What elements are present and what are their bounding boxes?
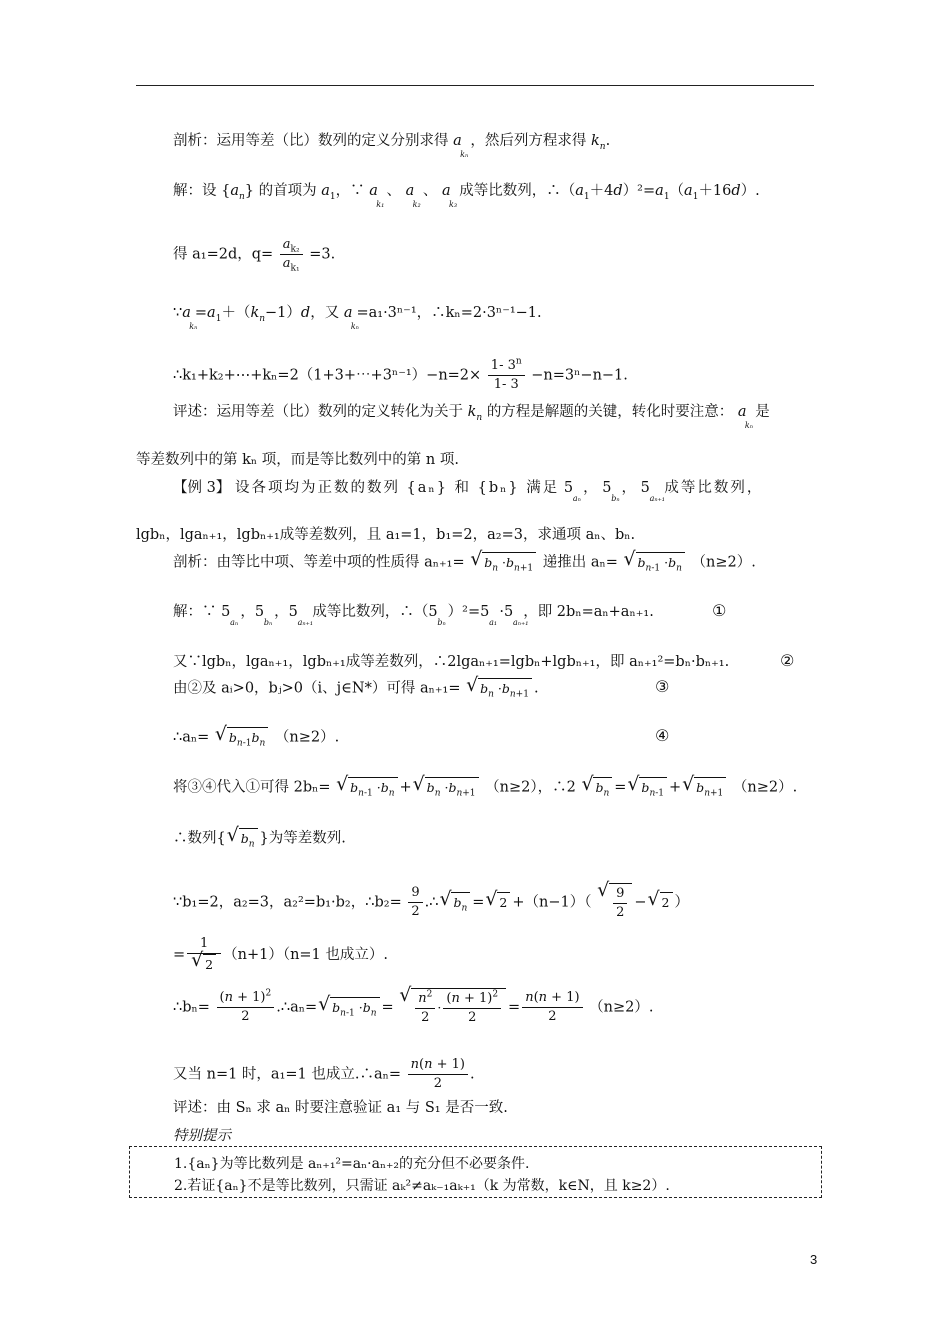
solution-3-line-4: ∴aₙ= √ $b_{n-1}b_n$ （n≥2）. [173, 727, 339, 748]
a-kn: a kₙ [453, 133, 469, 159]
tip-1: 1.{aₙ}为等比数列是 aₙ₊₁²=aₙ·aₙ₊₂的充分但不必要条件. [174, 1156, 530, 1172]
solution-3-line-8: = 1 √ 2 （n+1）（n=1 也成立）. [173, 935, 388, 975]
tips-title: 特别提示 [173, 1128, 231, 1144]
solution-1: 解：设 $\{a_n\}$ 的首项为 $a_1$，∵ a k₁ 、 a k₂ 、 a k₃ 成等比数列，$\therefore(a_1+4d)^2=a_1(a_1+16d)$. [173, 183, 760, 209]
solution-3-line-7: ∵b₁=2，a₂=3，a₂²=b₁·b₂，∴b₂= $\frac{9}{2}$ .∴√ $b_n$ =√ 2 +（n−1）（ √ $\frac{9}{2}$ −√ 2 ） [173, 883, 689, 922]
solution-3-line-6: ∴数列{√ $b_n$ }为等差数列. [173, 828, 346, 849]
solution-3-line-5: 将③④代入①可得 2bₙ= √ $b_{n-1} \cdot b_n$ +√ $b_n \cdot b_{n+1}$ （n≥2），∴2 √ $b_n$ =√ $b_{n-1}$ +√ $b_{n+1}$ （n≥2）. [173, 777, 797, 798]
solution-3-line-3: 由②及 aᵢ>0，bⱼ>0（i、j∈N*）可得 aₙ₊₁= √ $b_n \cdot b_{n+1}$ . [173, 678, 539, 699]
line-kn: ∵a kₙ $=a_1+(k_n-1)d$，又 a kₙ =a₁·3ⁿ⁻¹，∴kₙ=2·3ⁿ⁻¹−1. [173, 305, 542, 331]
solution-3-line-1: 解：∵ 5 aₙ ，5 bₙ ，5 aₙ₊₁ 成等比数列，∴（5 bₙ ）²=5 a₁ ·5 aₙ₊₁ ，即 2bₙ=aₙ+aₙ₊₁. [173, 604, 654, 627]
example-3-cont: lgbₙ，lgaₙ₊₁，lgbₙ₊₁成等差数列，且 a₁=1，b₁=2，a₂=3，求通项 aₙ、bₙ. [136, 527, 636, 543]
q-fraction: $\frac{a_{k_2}}{a_{k_1}}$ [280, 236, 303, 273]
review-1-cont: 等差数列中的第 kₙ 项，而是等比数列中的第 n 项. [136, 452, 459, 468]
sum-fraction: $\frac{1- 3^n}{1- 3}$ [488, 357, 525, 394]
analysis-1: 剖析：运用等差（比）数列的定义分别求得 a kₙ ，然后列方程求得 $k_n$. [173, 133, 611, 159]
analysis-3: 剖析：由等比中项、等差中项的性质得 aₙ₊₁= √ $b_n \cdot b_{n+1}$ 递推出 aₙ= √ $b_{n-1} \cdot b_n$ （n≥2）. [173, 552, 756, 573]
example-3: 【例 3】 设各项均为正数的数列 {aₙ} 和 {bₙ} 满足 5 aₙ ， 5 bₙ ， 5 aₙ₊₁ 成等比数列， [173, 480, 764, 503]
line-q: 得 a₁=2d，q= $\frac{a_{k_2}}{a_{k_1}}$ =3. [173, 237, 336, 274]
header-rule [136, 85, 814, 86]
line-sum: ∴k₁+k₂+⋯+kₙ=2（1+3+⋯+3ⁿ⁻¹）−n=2× $\frac{1- 3^n}{1- 3}$ −n=3ⁿ−n−1. [173, 356, 628, 392]
page-number: 3 [810, 1252, 818, 1267]
solution-3-line-9: ∴bₙ= $\frac{(n + 1)^2}{2}$ .∴aₙ=√ $b_{n-1} \cdot b_n$ = √ $\frac{n^2}{2}$ · $\frac{(n + 1)^2}{2}$ = $\frac{n(n + 1)}{2}$ （n≥2）. [173, 988, 653, 1027]
tips-box [129, 1146, 822, 1198]
tip-2: 2.若证{aₙ}不是等比数列，只需证 aₖ²≠aₖ₋₁aₖ₊₁（k 为常数，k∈N，且 k≥2）. [174, 1178, 670, 1194]
review-3: 评述：由 Sₙ 求 aₙ 时要注意验证 a₁ 与 S₁ 是否一致. [173, 1100, 508, 1116]
solution-3-line-10: 又当 n=1 时，a₁=1 也成立.∴aₙ= $\frac{n(n + 1)}{2}$ . [173, 1057, 475, 1091]
review-1: 评述：运用等差（比）数列的定义转化为关于 $k_n$ 的方程是解题的关键，转化时要注意： a kₙ 是 [173, 404, 770, 430]
solution-3-line-2: 又∵lgbₙ，lgaₙ₊₁，lgbₙ₊₁成等差数列，∴2lgaₙ₊₁=lgbₙ+lgbₙ₊₁，即 aₙ₊₁²=bₙ·bₙ₊₁. [173, 654, 730, 670]
